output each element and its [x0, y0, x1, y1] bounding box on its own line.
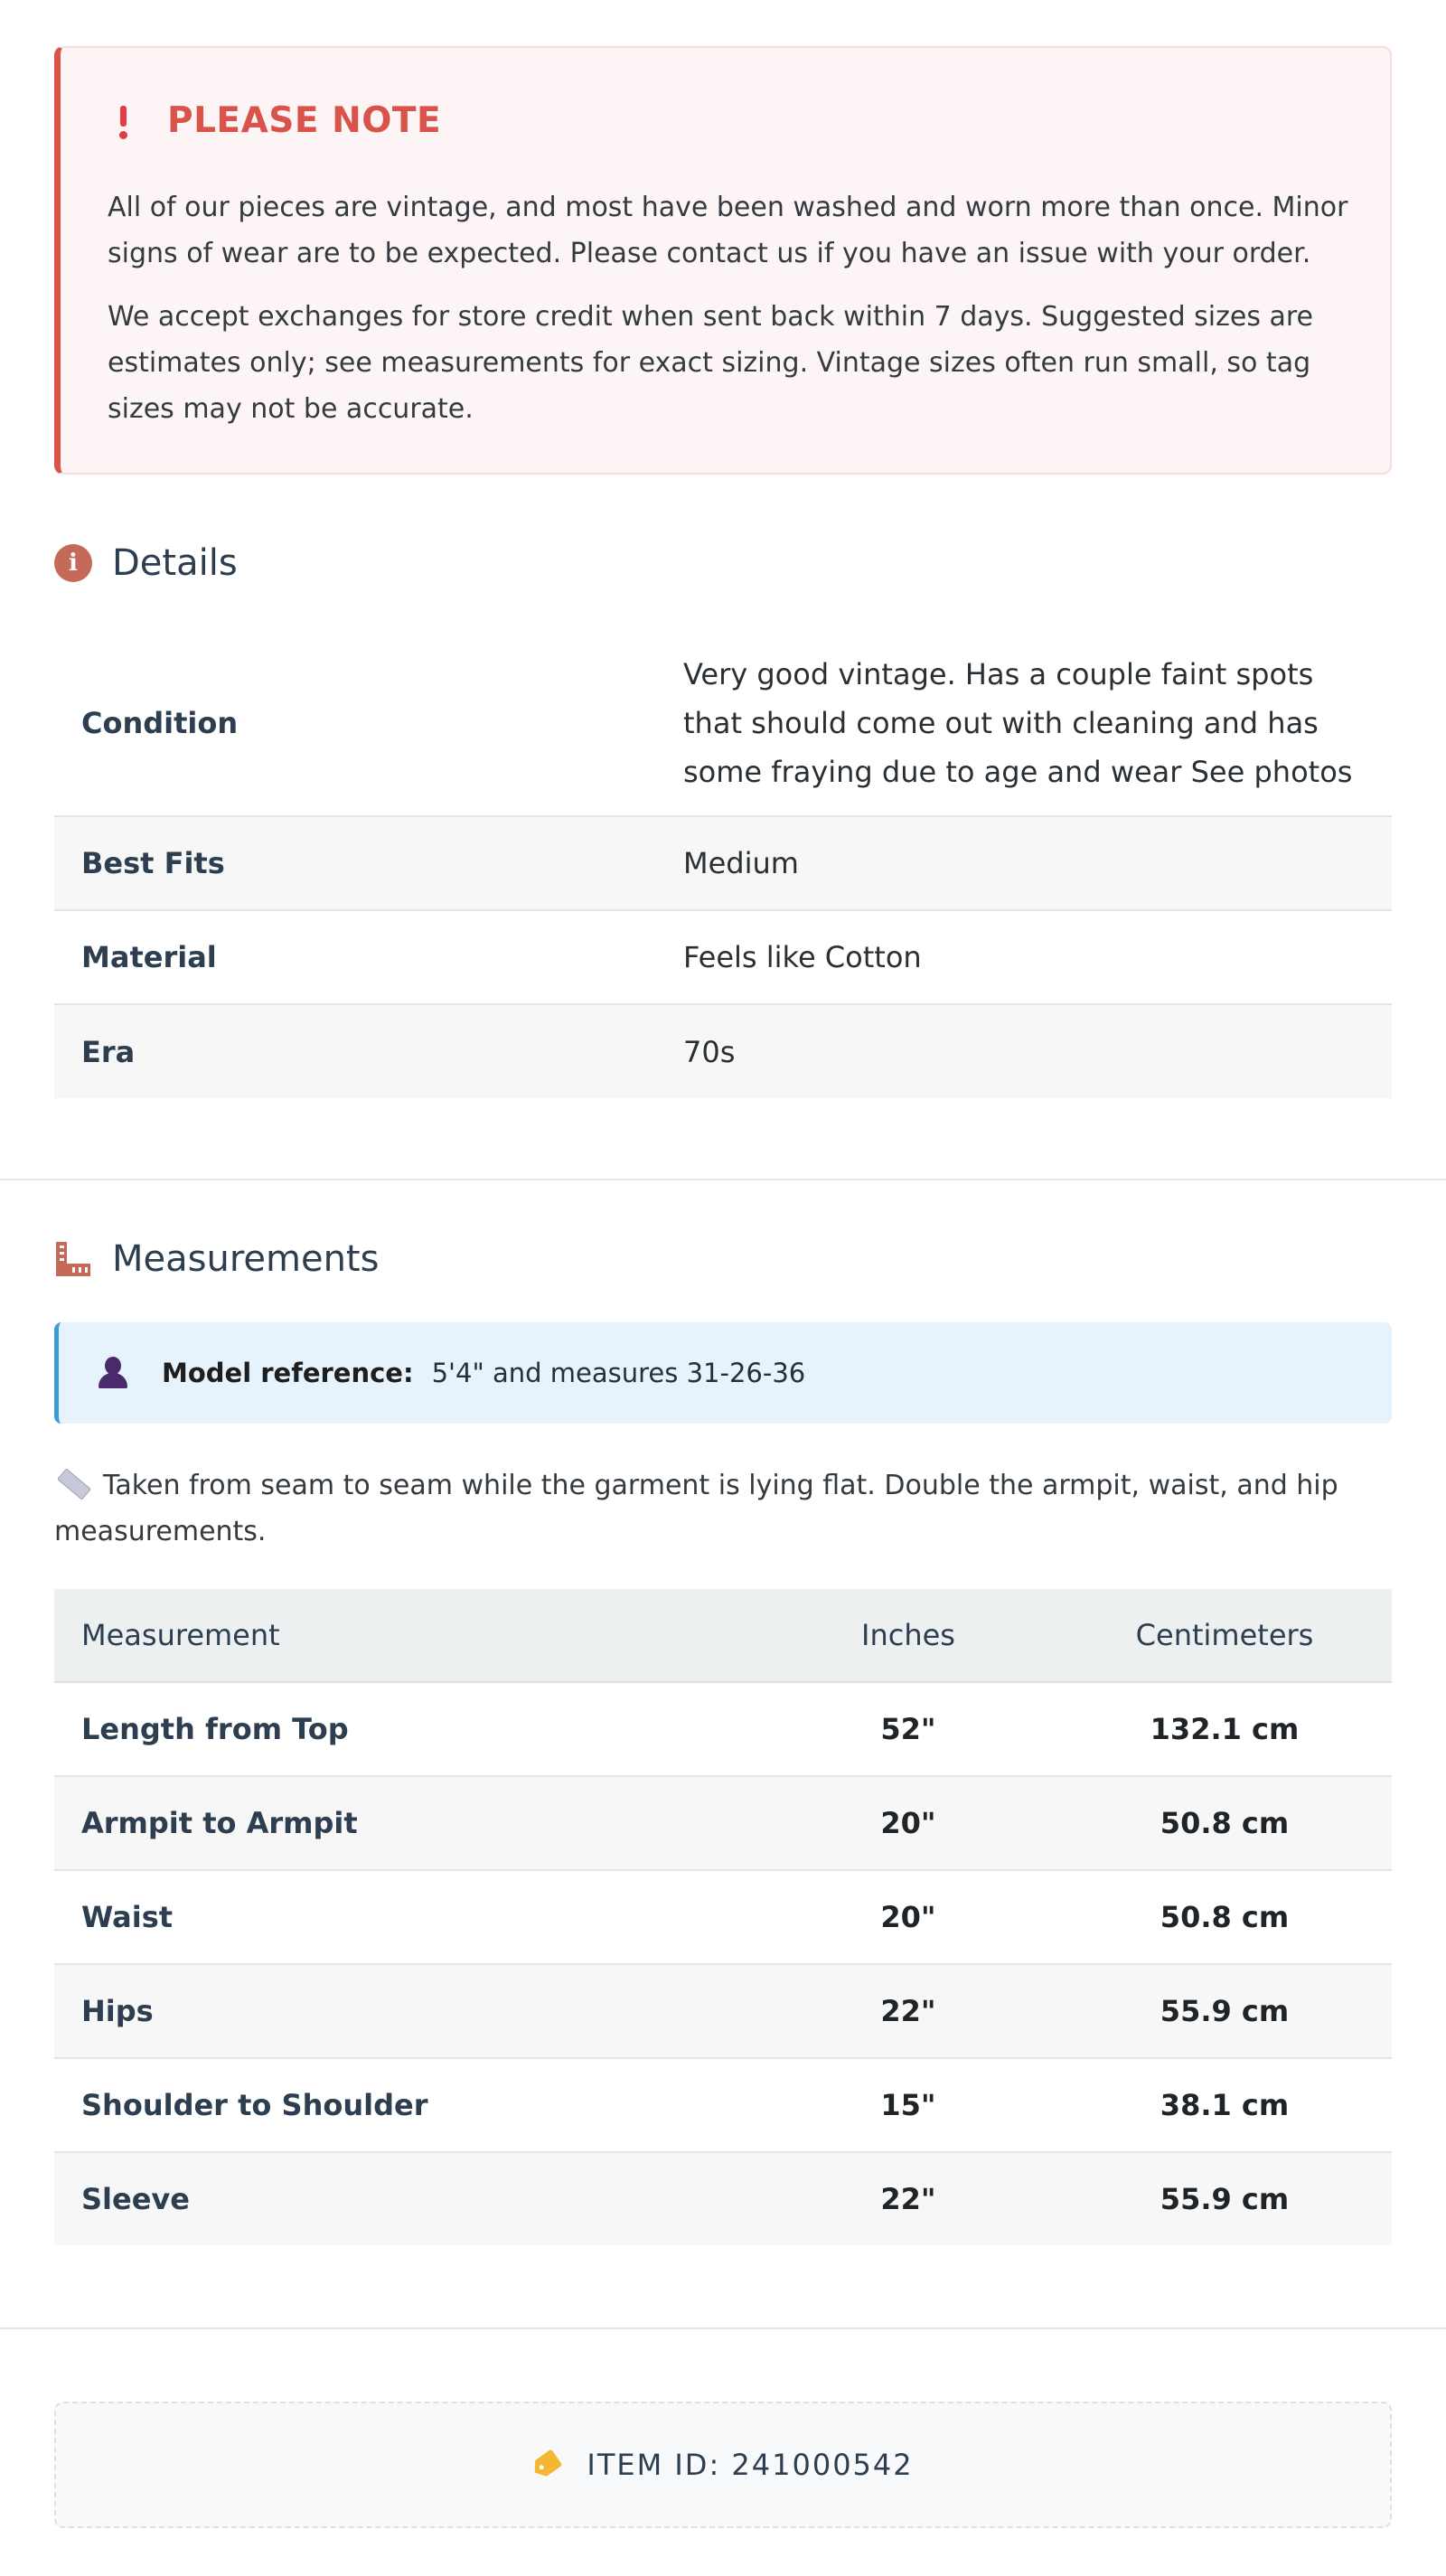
- ruler-icon: [57, 1468, 91, 1500]
- notice-header: [115, 100, 441, 141]
- column-header-measurement: Measurement: [54, 1589, 759, 1682]
- notice-title: PLEASE NOTE: [167, 100, 442, 141]
- table-row: [54, 1776, 1392, 1870]
- model-reference-label: Model reference:: [162, 1358, 414, 1388]
- details-value: Very good vintage. Has a couple faint spots that should come out with cleaning and has some fraying due to age and wear See photos: [656, 630, 1392, 816]
- measurements-table: [54, 1589, 1392, 2245]
- measurement-inches: 22": [759, 2152, 1057, 2245]
- details-value: Medium: [656, 816, 1392, 910]
- column-header-inches: Inches: [759, 1589, 1057, 1682]
- section-divider: [0, 2327, 1446, 2329]
- measurement-cm: 50.8 cm: [1057, 1870, 1392, 1964]
- measurement-name: Waist: [54, 1870, 759, 1964]
- details-title: Details: [112, 542, 238, 584]
- measurement-instructions: [54, 1462, 1392, 1555]
- details-label: Best Fits: [54, 816, 656, 910]
- table-row: [54, 1964, 1392, 2058]
- measurement-name: Shoulder to Shoulder: [54, 2058, 759, 2152]
- measurement-cm: 55.9 cm: [1057, 2152, 1392, 2245]
- measurement-name: Armpit to Armpit: [54, 1776, 759, 1870]
- measurement-name: Length from Top: [54, 1682, 759, 1776]
- ruler-icon: [54, 1240, 92, 1278]
- details-row: [54, 910, 1392, 1004]
- details-heading: [54, 542, 238, 584]
- notice-paragraph: All of our pieces are vintage, and most have been washed and worn more than once. Minor signs of wear are to be expected. Please contact us if you have an issue with your order.: [108, 192, 1348, 269]
- column-header-centimeters: Centimeters: [1057, 1589, 1392, 1682]
- info-icon: i: [54, 544, 92, 582]
- measurement-name: Hips: [54, 1964, 759, 2058]
- measurement-instructions-text: Taken from seam to seam while the garment is lying flat. Double the armpit, waist, and hip measurements.: [54, 1470, 1338, 1547]
- notice-box: [54, 46, 1392, 475]
- details-row: [54, 1004, 1392, 1098]
- details-row: [54, 816, 1392, 910]
- details-row: [54, 630, 1392, 816]
- notice-paragraph: We accept exchanges for store credit when sent back within 7 days. Suggested sizes are estimates only; see measurements for exact sizing. Vintage sizes often run small, so tag sizes may not be accurate.: [108, 301, 1314, 425]
- measurement-inches: 20": [759, 1776, 1057, 1870]
- details-table: [54, 630, 1392, 1098]
- details-value: Feels like Cotton: [656, 910, 1392, 1004]
- measurement-name: Sleeve: [54, 2152, 759, 2245]
- details-value: 70s: [656, 1004, 1392, 1098]
- measurement-cm: 38.1 cm: [1057, 2058, 1392, 2152]
- item-id-box: [54, 2402, 1392, 2528]
- measurement-cm: 55.9 cm: [1057, 1964, 1392, 2058]
- measurements-title: Measurements: [112, 1238, 380, 1280]
- measurements-heading: [54, 1238, 379, 1280]
- table-row: [54, 2152, 1392, 2245]
- item-id: ITEM ID: 241000542: [587, 2448, 914, 2482]
- table-row: [54, 1870, 1392, 1964]
- measurement-inches: 22": [759, 1964, 1057, 2058]
- details-label: Material: [54, 910, 656, 1004]
- section-divider: [0, 1179, 1446, 1180]
- tag-icon: [530, 2449, 563, 2480]
- model-reference: [54, 1322, 1392, 1424]
- details-label: Condition: [54, 630, 656, 816]
- measurement-cm: 50.8 cm: [1057, 1776, 1392, 1870]
- measurement-cm: 132.1 cm: [1057, 1682, 1392, 1776]
- measurement-inches: 20": [759, 1870, 1057, 1964]
- table-row: [54, 1682, 1392, 1776]
- person-icon: [97, 1357, 129, 1389]
- model-reference-value: 5'4" and measures 31-26-36: [431, 1358, 806, 1388]
- exclamation-icon: [115, 103, 131, 139]
- details-label: Era: [54, 1004, 656, 1098]
- measurement-inches: 52": [759, 1682, 1057, 1776]
- table-row: [54, 2058, 1392, 2152]
- measurement-inches: 15": [759, 2058, 1057, 2152]
- table-header-row: [54, 1589, 1392, 1682]
